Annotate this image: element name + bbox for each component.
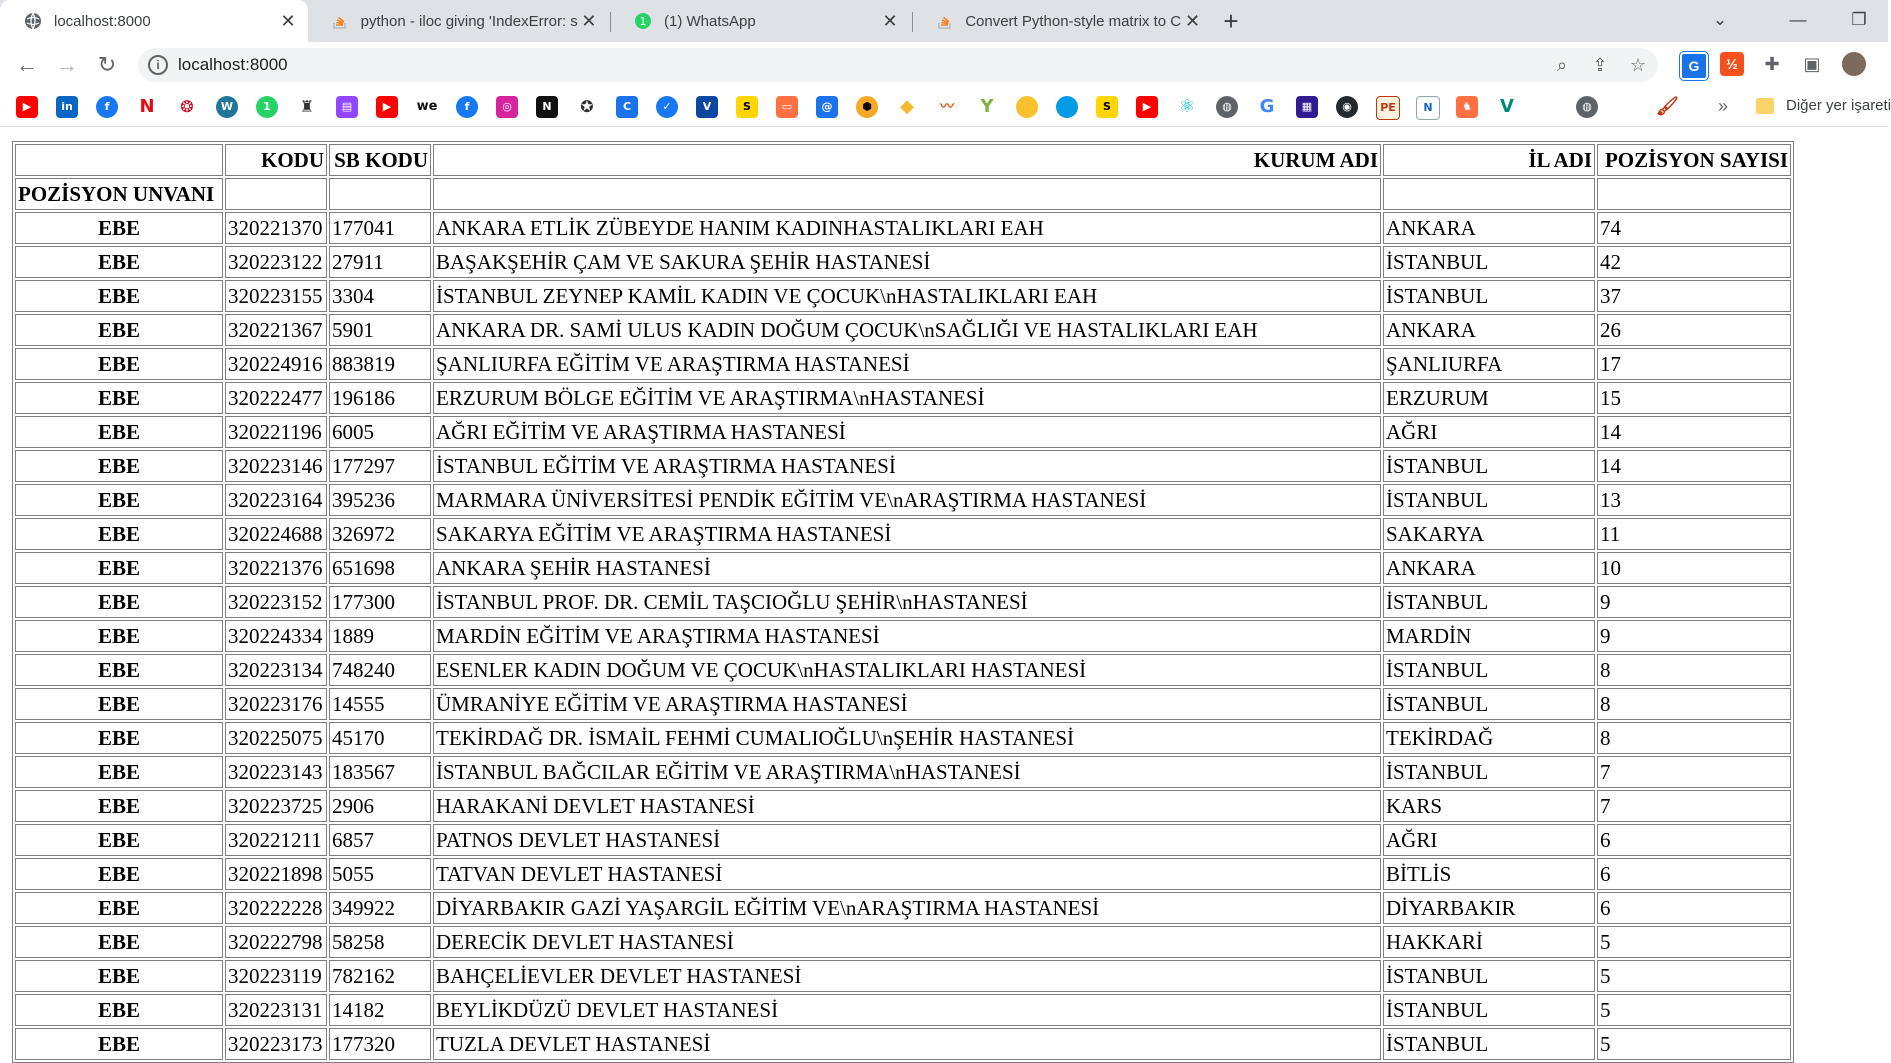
unvan-cell: EBE xyxy=(15,212,223,244)
wordpress-icon[interactable]: W xyxy=(216,96,238,118)
back-arrow-icon[interactable]: ← xyxy=(16,52,38,77)
sb-kodu-cell: 326972 xyxy=(329,518,431,550)
il-adi-cell: İSTANBUL xyxy=(1383,960,1595,992)
pozisyon-sayisi-cell: 9 xyxy=(1597,586,1791,618)
pozisyon-sayisi-cell: 8 xyxy=(1597,654,1791,686)
kodu-cell: 320222477 xyxy=(225,382,327,414)
tab-title: python - iloc giving 'IndexError: s xyxy=(360,12,578,30)
pozisyon-sayisi-cell: 42 xyxy=(1597,246,1791,278)
close-icon[interactable]: ✕ xyxy=(280,10,296,31)
page-content xyxy=(0,127,1888,1056)
unvan-cell: EBE xyxy=(15,314,223,346)
pozisyon-sayisi-cell: 37 xyxy=(1597,280,1791,312)
il-adi-cell: İSTANBUL xyxy=(1383,450,1595,482)
kurum-adi-cell: BEYLİKDÜZÜ DEVLET HASTANESİ xyxy=(433,994,1381,1026)
y-icon[interactable]: Y xyxy=(980,96,994,117)
il-adi-cell: İSTANBUL xyxy=(1383,586,1595,618)
unvan-cell: EBE xyxy=(15,756,223,788)
chat-icon[interactable]: ▭ xyxy=(776,96,798,118)
sb-kodu-cell: 183567 xyxy=(329,756,431,788)
pozisyon-sayisi-cell: 9 xyxy=(1597,620,1791,652)
empty-cell xyxy=(1383,178,1595,210)
il-adi-cell: SAKARYA xyxy=(1383,518,1595,550)
il-adi-cell: AĞRI xyxy=(1383,416,1595,448)
blue-dot-icon[interactable] xyxy=(1056,96,1078,118)
table-row xyxy=(15,926,1791,958)
dark-app-icon[interactable]: ▦ xyxy=(1296,96,1318,118)
kurum-adi-cell: ERZURUM BÖLGE EĞİTİM VE ARAŞTIRMA\nHASTANESİ xyxy=(433,382,1381,414)
unvan-cell: EBE xyxy=(15,484,223,516)
table-row xyxy=(15,960,1791,992)
youtube-icon[interactable]: ▶ xyxy=(16,96,38,118)
table-row xyxy=(15,348,1791,380)
kodu-cell: 320221370 xyxy=(225,212,327,244)
sb-kodu-cell: 395236 xyxy=(329,484,431,516)
pozisyon-sayisi-cell: 14 xyxy=(1597,416,1791,448)
il-adi-cell: İSTANBUL xyxy=(1383,756,1595,788)
youtube-icon[interactable]: ▶ xyxy=(376,96,398,118)
compass-icon[interactable]: ✪ xyxy=(580,97,594,116)
facebook-icon[interactable]: f xyxy=(456,96,478,118)
pozisyon-sayisi-cell: 5 xyxy=(1597,926,1791,958)
table-row xyxy=(15,586,1791,618)
unvan-cell: EBE xyxy=(15,620,223,652)
kurum-adi-cell: DERECİK DEVLET HASTANESİ xyxy=(433,926,1381,958)
kurum-adi-cell: PATNOS DEVLET HASTANESİ xyxy=(433,824,1381,856)
table-row xyxy=(15,246,1791,278)
kurum-adi-cell: MARDİN EĞİTİM VE ARAŞTIRMA HASTANESİ xyxy=(433,620,1381,652)
sb-kodu-cell: 3304 xyxy=(329,280,431,312)
kodu-cell: 320223173 xyxy=(225,1028,327,1060)
kodu-cell: 320221211 xyxy=(225,824,327,856)
unvan-cell: EBE xyxy=(15,790,223,822)
tab-title: (1) WhatsApp xyxy=(664,12,756,30)
index-name-cell: POZİSYON UNVANI xyxy=(15,178,223,210)
sb-kodu-cell: 1889 xyxy=(329,620,431,652)
folder-icon[interactable] xyxy=(1756,98,1774,114)
minimize-icon[interactable]: — xyxy=(1789,10,1807,29)
sb-kodu-cell: 6005 xyxy=(329,416,431,448)
pozisyon-sayisi-cell: 74 xyxy=(1597,212,1791,244)
kodu-cell: 320223134 xyxy=(225,654,327,686)
unvan-cell: EBE xyxy=(15,382,223,414)
kurum-adi-cell: TATVAN DEVLET HASTANESİ xyxy=(433,858,1381,890)
unvan-cell: EBE xyxy=(15,450,223,482)
restore-icon[interactable]: ❐ xyxy=(1851,10,1867,29)
empty-cell xyxy=(1597,178,1791,210)
tab-title: Convert Python-style matrix to C xyxy=(965,12,1182,30)
dataframe-table xyxy=(12,141,1794,1063)
binance-icon[interactable]: ◆ xyxy=(900,96,914,117)
kodu-cell: 320222798 xyxy=(225,926,327,958)
kodu-cell: 320222228 xyxy=(225,892,327,924)
sb-kodu-cell: 748240 xyxy=(329,654,431,686)
swirl-icon[interactable]: ❂ xyxy=(180,97,194,116)
kodu-cell: 320223152 xyxy=(225,586,327,618)
info-icon[interactable]: i xyxy=(148,55,168,75)
v-icon[interactable]: V xyxy=(696,96,718,118)
unvan-cell: EBE xyxy=(15,518,223,550)
kodu-cell: 320223725 xyxy=(225,790,327,822)
youtube-icon[interactable]: ▶ xyxy=(1136,96,1158,118)
new-tab-button[interactable]: + xyxy=(1223,6,1239,36)
il-adi-cell: İSTANBUL xyxy=(1383,688,1595,720)
sb-kodu-cell: 349922 xyxy=(329,892,431,924)
kurum-adi-cell: TUZLA DEVLET HASTANESİ xyxy=(433,1028,1381,1060)
close-icon[interactable]: ✕ xyxy=(1185,10,1201,31)
table-row xyxy=(15,552,1791,584)
table-row xyxy=(15,994,1791,1026)
kurum-adi-cell: SAKARYA EĞİTİM VE ARAŞTIRMA HASTANESİ xyxy=(433,518,1381,550)
pozisyon-sayisi-cell: 7 xyxy=(1597,790,1791,822)
tab-strip xyxy=(0,0,1888,42)
table-row xyxy=(15,688,1791,720)
il-adi-cell: İSTANBUL xyxy=(1383,484,1595,516)
kodu-cell: 320221376 xyxy=(225,552,327,584)
we-icon[interactable]: we xyxy=(416,99,438,114)
kurum-adi-cell: MARMARA ÜNİVERSİTESİ PENDİK EĞİTİM VE\nARAŞTIRMA HASTANESİ xyxy=(433,484,1381,516)
il-adi-cell: ANKARA xyxy=(1383,212,1595,244)
table-row xyxy=(15,620,1791,652)
github-icon[interactable]: ◉ xyxy=(1336,96,1358,118)
close-icon[interactable]: ✕ xyxy=(581,10,597,31)
tab-title: localhost:8000 xyxy=(54,12,151,30)
sb-kodu-cell: 5901 xyxy=(329,314,431,346)
unvan-cell: EBE xyxy=(15,858,223,890)
kurum-adi-cell: BAHÇELİEVLER DEVLET HASTANESİ xyxy=(433,960,1381,992)
pozisyon-sayisi-cell: 13 xyxy=(1597,484,1791,516)
sb-kodu-cell: 177320 xyxy=(329,1028,431,1060)
pe-icon[interactable]: PE xyxy=(1376,96,1400,120)
hex-icon[interactable]: ⬢ xyxy=(856,96,878,118)
sb-kodu-cell: 782162 xyxy=(329,960,431,992)
kurum-adi-cell: ANKARA ETLİK ZÜBEYDE HANIM KADINHASTALIKLARI EAH xyxy=(433,212,1381,244)
il-adi-cell: İSTANBUL xyxy=(1383,654,1595,686)
twitch-icon[interactable]: ▤ xyxy=(336,96,358,118)
unvan-cell: EBE xyxy=(15,552,223,584)
unvan-cell: EBE xyxy=(15,722,223,754)
table-row xyxy=(15,382,1791,414)
il-adi-cell: KARS xyxy=(1383,790,1595,822)
il-adi-cell: İSTANBUL xyxy=(1383,994,1595,1026)
other-bookmarks-label[interactable]: Diğer yer işareti xyxy=(1786,97,1891,114)
unvan-cell: EBE xyxy=(15,960,223,992)
kodu-cell: 320223146 xyxy=(225,450,327,482)
table-row xyxy=(15,892,1791,924)
table-row xyxy=(15,722,1791,754)
messenger-icon[interactable]: @ xyxy=(816,96,838,118)
check-icon[interactable]: ✓ xyxy=(656,96,678,118)
il-adi-cell: TEKİRDAĞ xyxy=(1383,722,1595,754)
pozisyon-sayisi-cell: 11 xyxy=(1597,518,1791,550)
whatsapp-icon xyxy=(634,12,652,30)
kurum-adi-cell: DİYARBAKIR GAZİ YAŞARGİL EĞİTİM VE\nARAŞTIRMA HASTANESİ xyxy=(433,892,1381,924)
il-adi-cell: ANKARA xyxy=(1383,314,1595,346)
il-adi-cell: İSTANBUL xyxy=(1383,280,1595,312)
sb-kodu-cell: 883819 xyxy=(329,348,431,380)
netflix-icon[interactable]: N xyxy=(139,96,155,117)
facebook-icon[interactable]: f xyxy=(96,96,118,118)
react-icon[interactable]: ⚛ xyxy=(1178,96,1196,117)
kodu-cell: 320225075 xyxy=(225,722,327,754)
table-row xyxy=(15,212,1791,244)
unvan-cell: EBE xyxy=(15,654,223,686)
unvan-cell: EBE xyxy=(15,994,223,1026)
kurum-adi-cell: ÜMRANİYE EĞİTİM VE ARAŞTIRMA HASTANESİ xyxy=(433,688,1381,720)
fox-icon[interactable]: ♞ xyxy=(1456,96,1478,118)
linkedin-icon[interactable]: in xyxy=(56,96,78,118)
table-row xyxy=(15,756,1791,788)
yellow-dot-icon[interactable] xyxy=(1016,96,1038,118)
kodu-cell: 320223122 xyxy=(225,246,327,278)
unvan-cell: EBE xyxy=(15,586,223,618)
kodu-cell: 320221367 xyxy=(225,314,327,346)
header-cell-sb-kodu: SB KODU xyxy=(329,144,431,176)
empty-cell xyxy=(329,178,431,210)
tab-localhost[interactable] xyxy=(0,0,308,42)
pozisyon-sayisi-cell: 6 xyxy=(1597,858,1791,890)
puzzle-icon[interactable]: ✚ xyxy=(1764,54,1780,74)
kodu-cell: 320223176 xyxy=(225,688,327,720)
s-icon[interactable]: S xyxy=(1096,96,1118,118)
unvan-cell: EBE xyxy=(15,824,223,856)
sb-kodu-cell: 6857 xyxy=(329,824,431,856)
whatsapp-icon[interactable]: 1 xyxy=(256,96,278,118)
pozisyon-sayisi-cell: 6 xyxy=(1597,892,1791,924)
header-row xyxy=(15,144,1791,176)
pozisyon-sayisi-cell: 26 xyxy=(1597,314,1791,346)
stackoverflow-icon xyxy=(332,12,349,30)
unvan-cell: EBE xyxy=(15,246,223,278)
kodu-cell: 320223119 xyxy=(225,960,327,992)
table-row xyxy=(15,790,1791,822)
header-cell-il-adi: İL ADI xyxy=(1383,144,1595,176)
translate-extension-icon[interactable]: G xyxy=(1680,52,1708,80)
kodu-cell: 320224334 xyxy=(225,620,327,652)
url-text[interactable]: localhost:8000 xyxy=(178,55,288,74)
kurum-adi-cell: İSTANBUL EĞİTİM VE ARAŞTIRMA HASTANESİ xyxy=(433,450,1381,482)
il-adi-cell: İSTANBUL xyxy=(1383,246,1595,278)
table-row xyxy=(15,518,1791,550)
il-adi-cell: ERZURUM xyxy=(1383,382,1595,414)
unvan-cell: EBE xyxy=(15,892,223,924)
kodu-cell: 320224688 xyxy=(225,518,327,550)
unvan-cell: EBE xyxy=(15,926,223,958)
sb-kodu-cell: 45170 xyxy=(329,722,431,754)
pozisyon-sayisi-cell: 10 xyxy=(1597,552,1791,584)
unvan-cell: EBE xyxy=(15,348,223,380)
sb-kodu-cell: 58258 xyxy=(329,926,431,958)
table-row xyxy=(15,858,1791,890)
table-row xyxy=(15,824,1791,856)
unvan-cell: EBE xyxy=(15,416,223,448)
kurum-adi-cell: ŞANLIURFA EĞİTİM VE ARAŞTIRMA HASTANESİ xyxy=(433,348,1381,380)
kodu-cell: 320223164 xyxy=(225,484,327,516)
kurum-adi-cell: TEKİRDAĞ DR. İSMAİL FEHMİ CUMALIOĞLU\nŞEHİR HASTANESİ xyxy=(433,722,1381,754)
table-body xyxy=(15,212,1791,1060)
pozisyon-sayisi-cell: 5 xyxy=(1597,960,1791,992)
brush-icon[interactable]: 🖌 xyxy=(1656,96,1679,117)
google-icon[interactable]: G xyxy=(1259,96,1275,117)
side-panel-icon[interactable]: ▣ xyxy=(1803,54,1821,74)
il-adi-cell: ANKARA xyxy=(1383,552,1595,584)
sb-kodu-cell: 2906 xyxy=(329,790,431,822)
s-icon[interactable]: S xyxy=(736,96,758,118)
globe-icon[interactable]: ◍ xyxy=(1576,96,1598,118)
tab-search-chevron-icon[interactable]: ⌄ xyxy=(1712,10,1728,29)
doc-icon[interactable]: N xyxy=(1416,96,1440,120)
sb-kodu-cell: 177300 xyxy=(329,586,431,618)
header-cell-kurum-adi: KURUM ADI xyxy=(433,144,1381,176)
sb-kodu-cell: 5055 xyxy=(329,858,431,890)
sb-kodu-cell: 651698 xyxy=(329,552,431,584)
unvan-cell: EBE xyxy=(15,688,223,720)
tab-convert-matrix[interactable] xyxy=(912,0,1212,42)
close-icon[interactable]: ✕ xyxy=(882,10,898,31)
table-row xyxy=(15,1028,1791,1060)
pozisyon-sayisi-cell: 14 xyxy=(1597,450,1791,482)
header-cell-pozisyon-sayisi: POZİSYON SAYISI xyxy=(1597,144,1791,176)
star-icon[interactable]: ☆ xyxy=(1629,55,1647,75)
il-adi-cell: DİYARBAKIR xyxy=(1383,892,1595,924)
hat-icon[interactable]: ♜ xyxy=(299,97,315,116)
empty-cell xyxy=(433,178,1381,210)
pozisyon-sayisi-cell: 8 xyxy=(1597,722,1791,754)
kurum-adi-cell: İSTANBUL BAĞCILAR EĞİTİM VE ARAŞTIRMA\nHASTANESİ xyxy=(433,756,1381,788)
unvan-cell: EBE xyxy=(15,1028,223,1060)
line-icon[interactable]: 〰 xyxy=(940,99,954,115)
table-row xyxy=(15,280,1791,312)
red-extension-icon[interactable]: ½ xyxy=(1720,52,1744,76)
kodu-cell: 320223131 xyxy=(225,994,327,1026)
sb-kodu-cell: 27911 xyxy=(329,246,431,278)
pozisyon-sayisi-cell: 15 xyxy=(1597,382,1791,414)
header-cell-index xyxy=(15,144,223,176)
kurum-adi-cell: ANKARA DR. SAMİ ULUS KADIN DOĞUM ÇOCUK\nSAĞLIĞI VE HASTALIKLARI EAH xyxy=(433,314,1381,346)
stackoverflow-icon xyxy=(936,12,953,30)
il-adi-cell: MARDİN xyxy=(1383,620,1595,652)
kurum-adi-cell: İSTANBUL PROF. DR. CEMİL TAŞCIOĞLU ŞEHİR\nHASTANESİ xyxy=(433,586,1381,618)
il-adi-cell: BİTLİS xyxy=(1383,858,1595,890)
kurum-adi-cell: AĞRI EĞİTİM VE ARAŞTIRMA HASTANESİ xyxy=(433,416,1381,448)
instagram-icon[interactable]: ◎ xyxy=(496,96,518,118)
kodu-cell: 320221898 xyxy=(225,858,327,890)
kodu-cell: 320223155 xyxy=(225,280,327,312)
header-cell-kodu: KODU xyxy=(225,144,327,176)
il-adi-cell: ŞANLIURFA xyxy=(1383,348,1595,380)
address-bar[interactable] xyxy=(138,48,1658,82)
table-row xyxy=(15,416,1791,448)
kurum-adi-cell: ANKARA ŞEHİR HASTANESİ xyxy=(433,552,1381,584)
pozisyon-sayisi-cell: 17 xyxy=(1597,348,1791,380)
kodu-cell: 320221196 xyxy=(225,416,327,448)
kurum-adi-cell: BAŞAKŞEHİR ÇAM VE SAKURA ŞEHİR HASTANESİ xyxy=(433,246,1381,278)
kodu-cell: 320224916 xyxy=(225,348,327,380)
table-row xyxy=(15,654,1791,686)
tab-python-iloc[interactable] xyxy=(308,0,608,42)
v-check-icon[interactable]: V xyxy=(1500,96,1514,117)
il-adi-cell: AĞRI xyxy=(1383,824,1595,856)
pozisyon-sayisi-cell: 7 xyxy=(1597,756,1791,788)
unvan-cell: EBE xyxy=(15,280,223,312)
sb-kodu-cell: 177297 xyxy=(329,450,431,482)
c-icon[interactable]: C xyxy=(616,96,638,118)
kodu-cell: 320223143 xyxy=(225,756,327,788)
il-adi-cell: İSTANBUL xyxy=(1383,1028,1595,1060)
globe-icon xyxy=(24,12,42,30)
notion-icon[interactable]: N xyxy=(536,96,558,118)
tab-whatsapp[interactable] xyxy=(610,0,910,42)
table-row xyxy=(15,314,1791,346)
forward-arrow-icon[interactable]: → xyxy=(56,52,78,77)
pozisyon-sayisi-cell: 8 xyxy=(1597,688,1791,720)
globe-icon[interactable]: ◍ xyxy=(1216,96,1238,118)
reload-icon[interactable]: ↻ xyxy=(97,52,117,77)
zoom-icon[interactable]: ⌕ xyxy=(1556,55,1568,75)
address-toolbar xyxy=(0,42,1888,88)
il-adi-cell: HAKKARİ xyxy=(1383,926,1595,958)
bookmarks-more-button[interactable]: » xyxy=(1718,96,1729,116)
bookmarks-bar xyxy=(0,88,1891,127)
table-row xyxy=(15,484,1791,516)
kurum-adi-cell: ESENLER KADIN DOĞUM VE ÇOCUK\nHASTALIKLARI HASTANESİ xyxy=(433,654,1381,686)
empty-cell xyxy=(225,178,327,210)
avatar[interactable] xyxy=(1842,52,1866,76)
sb-kodu-cell: 196186 xyxy=(329,382,431,414)
pozisyon-sayisi-cell: 5 xyxy=(1597,1028,1791,1060)
table-row xyxy=(15,450,1791,482)
svg-text:1: 1 xyxy=(639,15,647,28)
sb-kodu-cell: 14182 xyxy=(329,994,431,1026)
index-name-row xyxy=(15,178,1791,210)
sb-kodu-cell: 177041 xyxy=(329,212,431,244)
share-icon[interactable]: ⇪ xyxy=(1592,55,1608,75)
kurum-adi-cell: İSTANBUL ZEYNEP KAMİL KADIN VE ÇOCUK\nHASTALIKLARI EAH xyxy=(433,280,1381,312)
pozisyon-sayisi-cell: 6 xyxy=(1597,824,1791,856)
pozisyon-sayisi-cell: 5 xyxy=(1597,994,1791,1026)
sb-kodu-cell: 14555 xyxy=(329,688,431,720)
kurum-adi-cell: HARAKANİ DEVLET HASTANESİ xyxy=(433,790,1381,822)
